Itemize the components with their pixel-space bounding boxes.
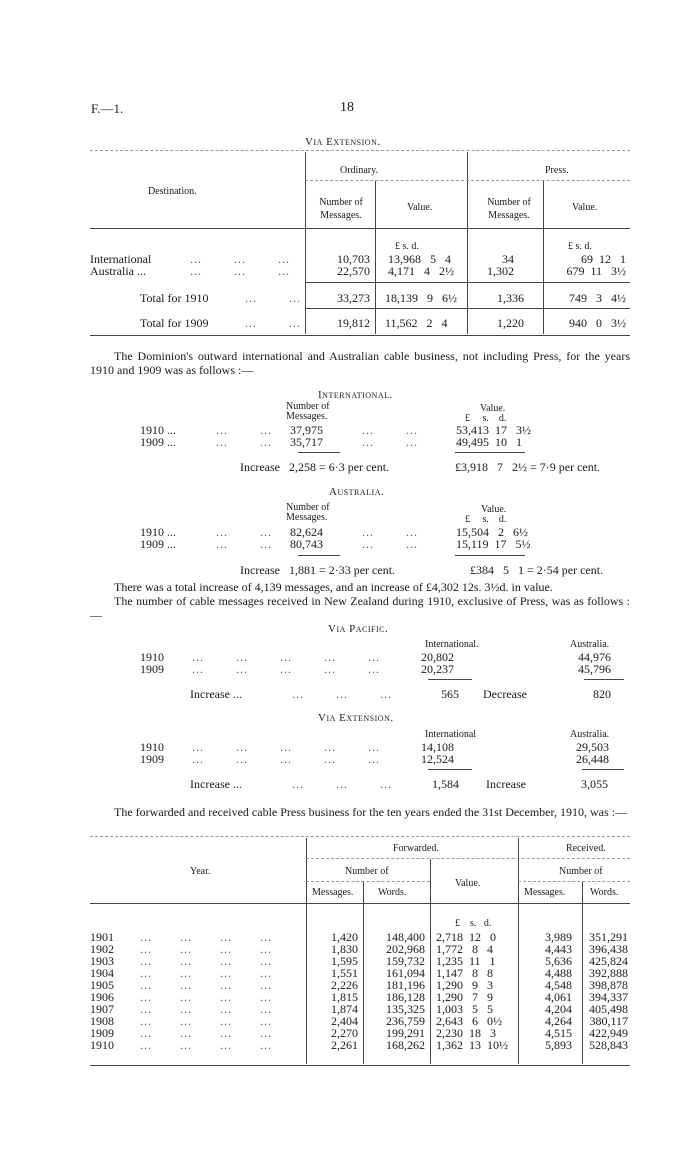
extension-increase-value: 1,584 <box>432 777 459 791</box>
rcv-words-cell: 528,843 <box>589 1038 628 1052</box>
pacific-decrease-label: Decrease <box>483 687 527 701</box>
fwd-words-cell: 168,262 <box>386 1038 425 1052</box>
table-row: 1910 <box>140 740 164 754</box>
table-row: 1909 ... <box>140 435 176 449</box>
table-row: 1909 <box>140 662 164 676</box>
pacific-aus-header: Australia. <box>570 639 610 650</box>
fwd-words-cell: 161,094 <box>386 966 425 980</box>
fwd-value-cell: 1,290 7 9 <box>436 990 493 1004</box>
t1-ord-units: £ s. d. <box>395 241 419 252</box>
extension-title: Via Extension. <box>318 712 394 724</box>
leader-dots: ... ... ... ... <box>140 942 272 956</box>
pacific-intl-header: International. <box>425 639 479 650</box>
paragraph-intro: The Dominion's outward international and Australian cable business, not including Press, for the years 1910 and 1909 was as follows :— <box>90 349 630 377</box>
rcv-words-cell: 425,824 <box>589 954 628 968</box>
t2-rcv-words-header: Words. <box>590 887 619 898</box>
rcv-words-cell: 351,291 <box>589 930 628 944</box>
year-cell: 1901 <box>90 930 114 944</box>
table-row: 1910 <box>140 650 164 664</box>
table-row: 1910 ... <box>140 423 176 437</box>
rcv-words-cell: 422,949 <box>589 1026 628 1040</box>
t2-units: £ s. d. <box>455 918 492 929</box>
t2-rcv-number-of: Number of <box>559 866 603 877</box>
fwd-messages-cell: 1,874 <box>331 1002 358 1016</box>
leader-dots: ... ... ... ... <box>140 930 272 944</box>
fwd-value-cell: 1,235 11 1 <box>436 954 496 968</box>
fwd-messages-cell: 2,226 <box>331 978 358 992</box>
fwd-words-cell: 159,732 <box>386 954 425 968</box>
fwd-words-cell: 202,968 <box>386 942 425 956</box>
intl-num-header: Number of Messages. <box>286 401 330 422</box>
leader-dots: ... ... ... ... <box>140 1038 272 1052</box>
pacific-increase-value: 565 <box>441 687 459 701</box>
rcv-messages-cell: 5,636 <box>545 954 572 968</box>
fwd-value-cell: 1,772 8 4 <box>436 942 493 956</box>
fwd-messages-cell: 1,830 <box>331 942 358 956</box>
year-cell: 1905 <box>90 978 114 992</box>
fwd-value-cell: 2,230 18 3 <box>436 1026 496 1040</box>
fwd-messages-cell: 1,815 <box>331 990 358 1004</box>
t2-value-header: Value. <box>455 878 481 889</box>
intl-title: International. <box>318 389 393 401</box>
table-row: 1910 ... <box>140 525 176 539</box>
t1-ord-num-header: Number of Messages. <box>319 197 363 221</box>
intl-units: £ s. d. <box>465 413 507 424</box>
t1-press-num-header: Number of Messages. <box>487 197 531 221</box>
rcv-words-cell: 380,117 <box>589 1014 628 1028</box>
rcv-messages-cell: 4,264 <box>545 1014 572 1028</box>
rcv-messages-cell: 5,893 <box>545 1038 572 1052</box>
rcv-messages-cell: 4,204 <box>545 1002 572 1016</box>
t1-press-val-header: Value. <box>572 202 598 213</box>
fwd-words-cell: 181,196 <box>386 978 425 992</box>
aus-title: Australia. <box>329 486 385 498</box>
rcv-words-cell: 394,337 <box>589 990 628 1004</box>
fwd-messages-cell: 2,270 <box>331 1026 358 1040</box>
year-cell: 1904 <box>90 966 114 980</box>
rcv-words-cell: 405,498 <box>589 1002 628 1016</box>
fwd-value-cell: 2,718 12 0 <box>436 930 496 944</box>
t2-fwd-messages-header: Messages. <box>312 887 354 898</box>
leader-dots: ... ... ... ... <box>140 1014 272 1028</box>
pacific-increase-label: Increase ... <box>190 687 242 701</box>
fwd-words-cell: 148,400 <box>386 930 425 944</box>
paragraph-total-increase: There was a total increase of 4,139 messages, and an increase of £4,302 12s. 3½d. in value. <box>114 580 553 594</box>
aus-increase: Increase 1,881 = 2·33 per cent. <box>240 563 396 577</box>
pacific-title: Via Pacific. <box>328 623 389 635</box>
t1-destination-header: Destination. <box>148 186 197 197</box>
rcv-words-cell: 392,888 <box>589 966 628 980</box>
extension-increase-label: Increase ... <box>190 777 242 791</box>
leader-dots: ... ... ... ... <box>140 990 272 1004</box>
t1-title: Via Extension. <box>305 136 381 148</box>
leader-dots: ... ... ... ... <box>140 1026 272 1040</box>
fwd-words-cell: 135,325 <box>386 1002 425 1016</box>
rcv-words-cell: 396,438 <box>589 942 628 956</box>
year-cell: 1908 <box>90 1014 114 1028</box>
intl-value-header: Value. <box>480 403 506 414</box>
t2-forwarded-header: Forwarded. <box>393 843 439 854</box>
leader-dots: ... ... ... ... <box>140 978 272 992</box>
extension-intl-header: International <box>425 729 477 740</box>
table-row: 1909 <box>140 752 164 766</box>
page-number: 18 <box>340 100 354 115</box>
fwd-words-cell: 186,128 <box>386 990 425 1004</box>
aus-increase-value: £384 5 1 = 2·54 per cent. <box>470 563 604 577</box>
fwd-value-cell: 1,147 8 8 <box>436 966 493 980</box>
rcv-messages-cell: 3,989 <box>545 930 572 944</box>
paragraph-received: The number of cable messages received in New Zealand during 1910, exclusive of Press, was as follows :— <box>90 594 630 622</box>
fwd-value-cell: 1,003 5 5 <box>436 1002 493 1016</box>
t2-fwd-words-header: Words. <box>378 887 407 898</box>
t1-press-units: £ s. d. <box>568 241 592 252</box>
fwd-messages-cell: 1,420 <box>331 930 358 944</box>
intl-increase-value: £3,918 7 2½ = 7·9 per cent. <box>455 460 601 474</box>
aus-value-header: Value. <box>481 504 507 515</box>
extension-aus-header: Australia. <box>570 729 610 740</box>
year-cell: 1907 <box>90 1002 114 1016</box>
rcv-words-cell: 398,878 <box>589 978 628 992</box>
fwd-messages-cell: 2,261 <box>331 1038 358 1052</box>
fwd-value-cell: 1,362 13 10½ <box>436 1038 508 1052</box>
t2-rcv-messages-header: Messages. <box>524 887 566 898</box>
intl-increase: Increase 2,258 = 6·3 per cent. <box>240 460 390 474</box>
fwd-messages-cell: 1,551 <box>331 966 358 980</box>
leader-dots: ... ... ... ... <box>140 1002 272 1016</box>
rcv-messages-cell: 4,515 <box>545 1026 572 1040</box>
t2-fwd-number-of: Number of <box>345 866 389 877</box>
page-ref: F.—1. <box>91 101 124 116</box>
t2-year-header: Year. <box>190 866 211 877</box>
fwd-messages-cell: 2,404 <box>331 1014 358 1028</box>
rcv-messages-cell: 4,061 <box>545 990 572 1004</box>
t1-ordinary-header: Ordinary. <box>340 165 378 176</box>
aus-units: £ s. d. <box>465 514 507 525</box>
rcv-messages-cell: 4,548 <box>545 978 572 992</box>
fwd-value-cell: 1,290 9 3 <box>436 978 493 992</box>
year-cell: 1909 <box>90 1026 114 1040</box>
fwd-words-cell: 236,759 <box>386 1014 425 1028</box>
t1-ord-val-header: Value. <box>407 202 433 213</box>
leader-dots: ... ... ... ... <box>140 954 272 968</box>
year-cell: 1903 <box>90 954 114 968</box>
t1-press-header: Press. <box>545 165 569 176</box>
extension-increase2-label: Increase <box>486 777 526 791</box>
t2-received-header: Received. <box>566 843 606 854</box>
aus-num-header: Number of Messages. <box>286 502 330 523</box>
leader-dots: ... ... ... ... <box>140 966 272 980</box>
rcv-messages-cell: 4,443 <box>545 942 572 956</box>
year-cell: 1910 <box>90 1038 114 1052</box>
pacific-decrease-value: 820 <box>593 687 611 701</box>
fwd-messages-cell: 1,595 <box>331 954 358 968</box>
fwd-value-cell: 2,643 6 0½ <box>436 1014 502 1028</box>
extension-increase2-value: 3,055 <box>581 777 608 791</box>
fwd-words-cell: 199,291 <box>386 1026 425 1040</box>
year-cell: 1902 <box>90 942 114 956</box>
rcv-messages-cell: 4,488 <box>545 966 572 980</box>
table-row: 1909 ... <box>140 537 176 551</box>
paragraph-press: The forwarded and received cable Press business for the ten years ended the 31st December, 1910, was :— <box>114 805 628 819</box>
year-cell: 1906 <box>90 990 114 1004</box>
